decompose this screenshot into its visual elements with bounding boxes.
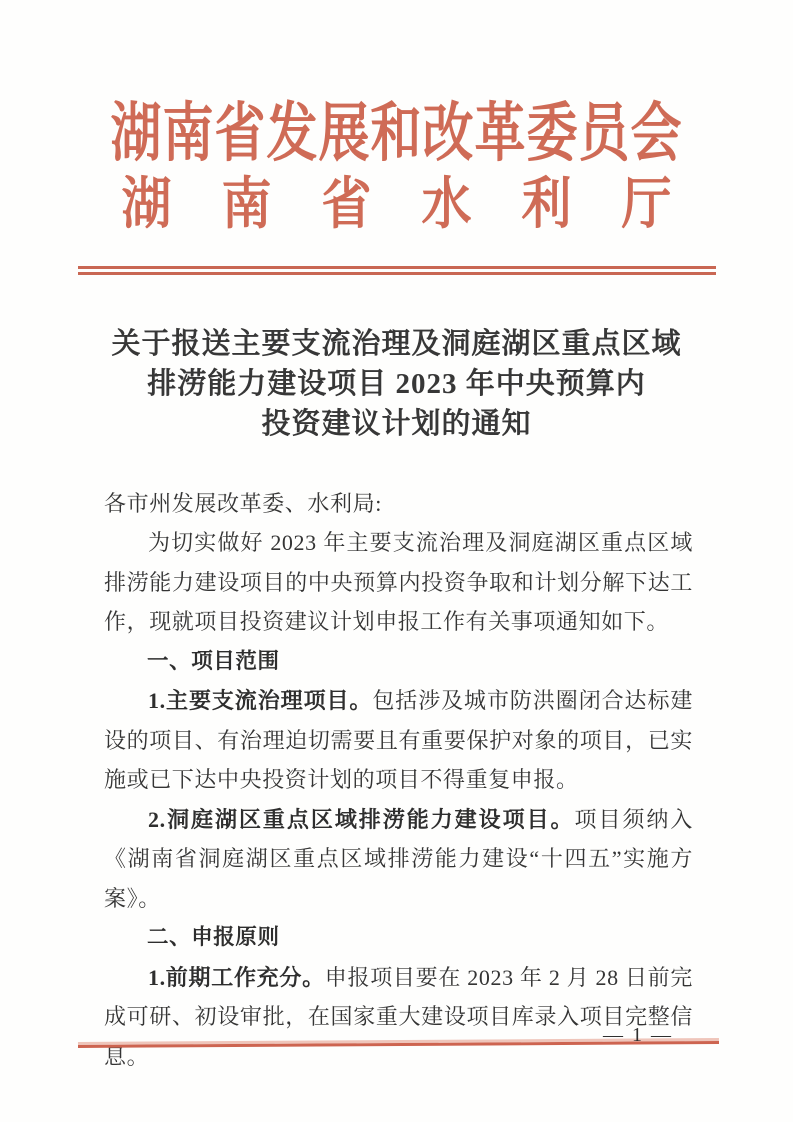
document-title-line-1: 关于报送主要支流治理及洞庭湖区重点区域	[111, 327, 682, 360]
intro-paragraph: 为切实做好 2023 年主要支流治理及洞庭湖区重点区域排涝能力建设项目的中央预算内投资争取和计划分解下达工作，现就项目投资建议计划申报工作有关事项通知如下。	[104, 530, 693, 634]
item-1-text: 包括涉及城市防洪圈闭合达标建设的项目、有治理迫切需要且有重要保护对象的项目，已实施或已下达中央投资计划的项目不得重复申报。	[104, 688, 693, 792]
item-3-text: 申报项目要在 2023 年 2 月 28 日前完成可研、初设审批，在国家重大建设项目库录入项目完整信息。	[104, 964, 693, 1069]
document-title-line-2: 排涝能力建设项目 2023 年中央预算内	[147, 367, 646, 400]
page-number: — 1 —	[603, 1024, 673, 1046]
letterhead	[0, 0, 793, 236]
item-2-lead: 2.洞庭湖区重点区域排涝能力建设项目。	[148, 806, 575, 832]
org-name-line-1: 湖南省发展和改革委员会	[110, 99, 683, 171]
letterhead-separator-rule	[78, 266, 716, 275]
item-2-paragraph	[104, 800, 693, 919]
document-title	[0, 324, 793, 444]
section-1-heading: 一、项目范围	[147, 648, 280, 673]
section-2-heading: 二、申报原则	[147, 925, 280, 949]
item-3-paragraph	[104, 958, 693, 1077]
item-3-lead: 1.前期工作充分。	[148, 964, 325, 990]
item-1-paragraph	[104, 681, 693, 800]
item-1-lead: 1.主要支流治理项目。	[148, 688, 373, 713]
document-body	[104, 484, 693, 1077]
org-name-line-2: 湖 南 省 水 利 厅	[121, 172, 672, 236]
document-title-line-3: 投资建议计划的通知	[261, 407, 532, 440]
salutation: 各市州发展改革委、水利局:	[104, 490, 382, 516]
item-2-text: 项目须纳入《湖南省洞庭湖区重点区域排涝能力建设“十四五”实施方案》。	[104, 806, 693, 911]
